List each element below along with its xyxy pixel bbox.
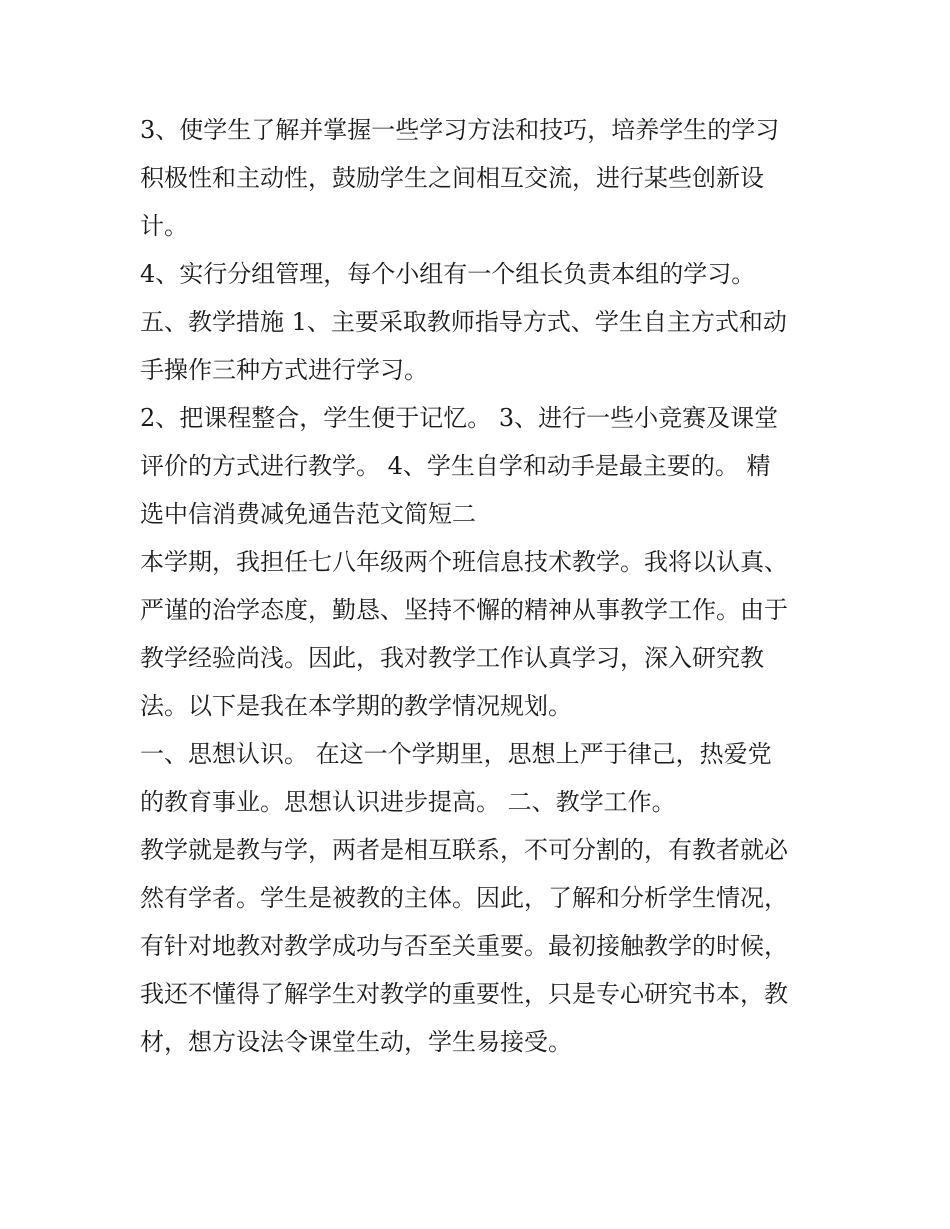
text-line: 五、教学措施 1、主要采取教师指导方式、学生自主方式和动 bbox=[140, 308, 787, 336]
text-line: 材，想方设法令课堂生动，学生易接受。 bbox=[140, 1028, 572, 1056]
text-line: 本学期，我担任七八年级两个班信息技术教学。我将以认真、 bbox=[140, 548, 788, 576]
text-line: 手操作三种方式进行学习。 bbox=[140, 356, 428, 384]
text-line: 然有学者。学生是被教的主体。因此，了解和分析学生情况， bbox=[140, 884, 788, 912]
text-line: 2、把课程整合，学生便于记忆。 3、进行一些小竞赛及课堂 bbox=[140, 404, 779, 432]
paragraph-teaching-work bbox=[140, 826, 820, 1066]
text-line: 教学就是教与学，两者是相互联系，不可分割的，有教者就必 bbox=[140, 836, 788, 864]
text-line: 计。 bbox=[140, 212, 188, 240]
text-line: 法。以下是我在本学期的教学情况规划。 bbox=[140, 692, 572, 720]
text-line: 我还不懂得了解学生对教学的重要性，只是专心研究书本，教 bbox=[140, 980, 788, 1008]
paragraph-ideology bbox=[140, 730, 820, 826]
text-line: 一、思想认识。 在这一个学期里，思想上严于律己，热爱党 bbox=[140, 740, 772, 768]
paragraph-teaching-measures bbox=[140, 298, 820, 394]
text-line: 的教育事业。思想认识进步提高。 二、教学工作。 bbox=[140, 788, 676, 816]
paragraph-objective-4 bbox=[140, 250, 820, 298]
paragraph-objective-3 bbox=[140, 106, 820, 250]
text-line: 选中信消费减免通告范文简短二 bbox=[140, 500, 476, 528]
text-line: 评价的方式进行教学。 4、学生自学和动手是最主要的。 精 bbox=[140, 452, 771, 480]
paragraph-semester-intro bbox=[140, 538, 820, 730]
document-body bbox=[140, 106, 820, 1066]
text-line: 教学经验尚浅。因此，我对教学工作认真学习，深入研究教 bbox=[140, 644, 764, 672]
paragraph-measures-continued bbox=[140, 394, 820, 538]
text-line: 3、使学生了解并掌握一些学习方法和技巧，培养学生的学习 bbox=[140, 116, 780, 144]
text-line: 积极性和主动性，鼓励学生之间相互交流，进行某些创新设 bbox=[140, 164, 764, 192]
text-line: 严谨的治学态度，勤恳、坚持不懈的精神从事教学工作。由于 bbox=[140, 596, 788, 624]
text-line: 4、实行分组管理，每个小组有一个组长负责本组的学习。 bbox=[140, 260, 756, 288]
text-line: 有针对地教对教学成功与否至关重要。最初接触教学的时候， bbox=[140, 932, 788, 960]
